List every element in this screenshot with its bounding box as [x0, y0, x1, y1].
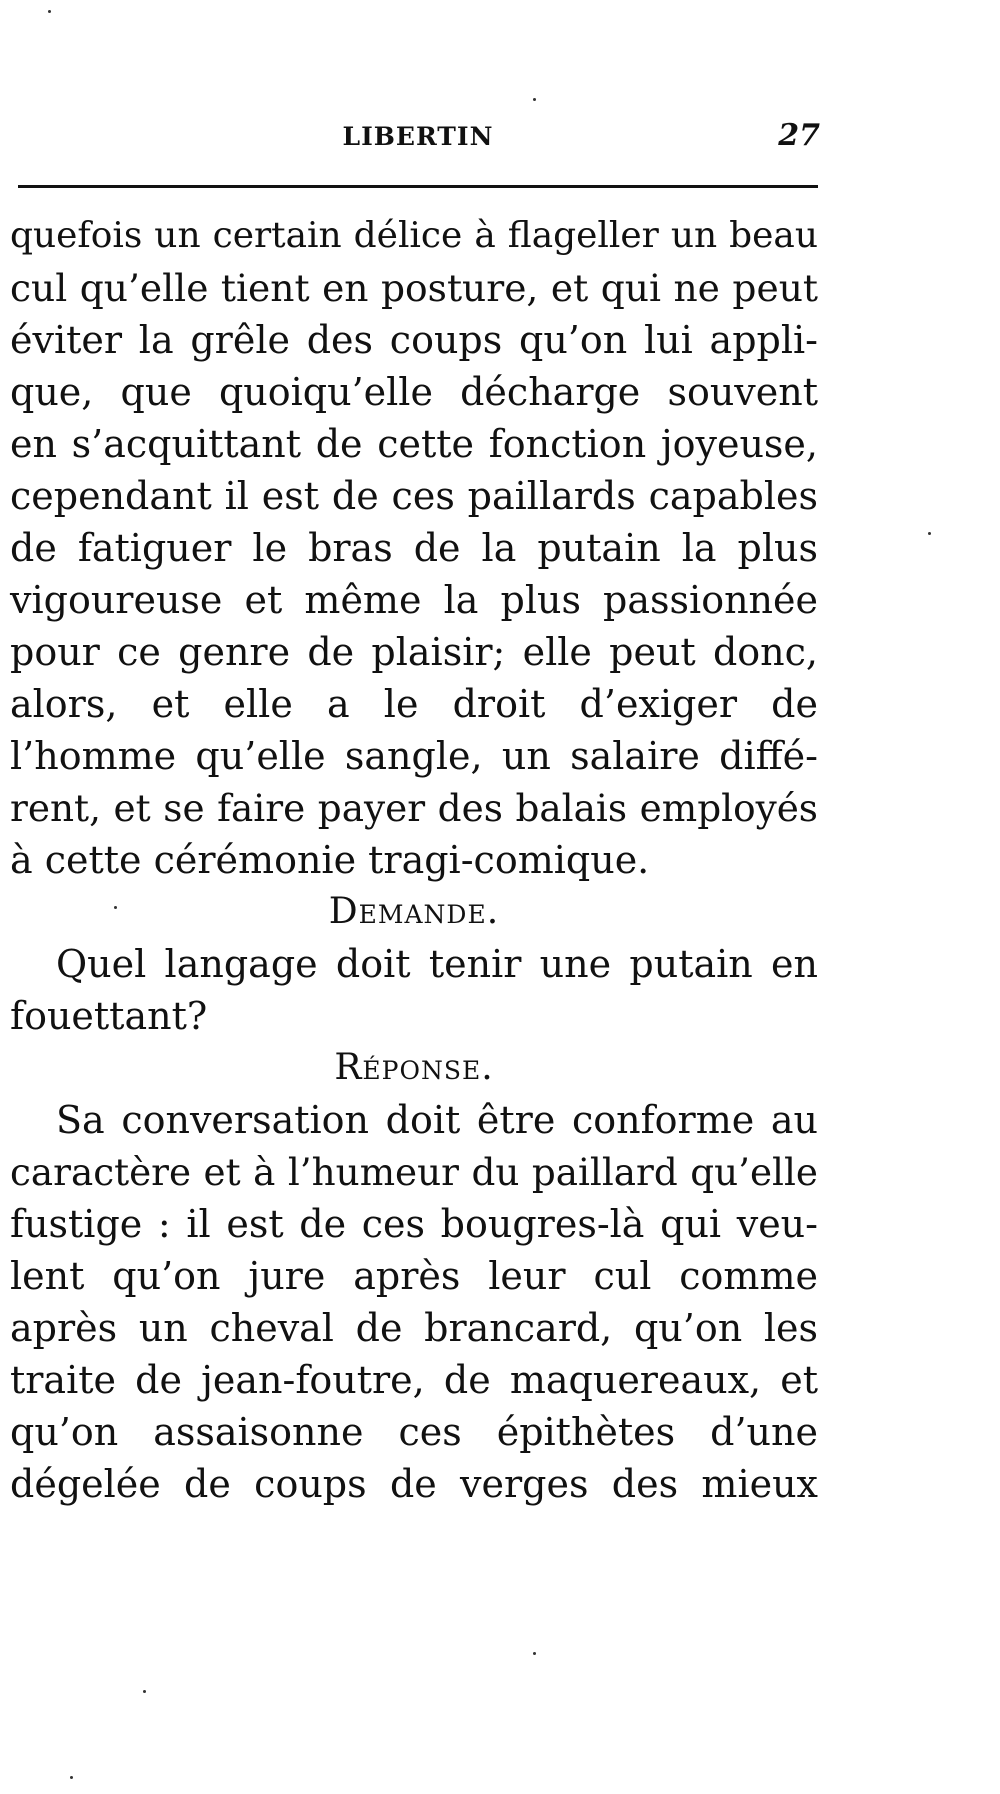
scan-speck — [70, 1776, 73, 1779]
scan-speck — [143, 1690, 146, 1693]
text-line: après un cheval de brancard, qu’on les — [10, 1306, 818, 1350]
page-text — [10, 210, 818, 1510]
text-line: cependant il est de ces paillards capables — [10, 474, 818, 518]
text-line: fouettant? — [10, 994, 208, 1038]
text-line: qu’on assaisonne ces épithètes d’une — [10, 1410, 818, 1454]
heading-demande: Demande. — [328, 891, 500, 932]
text-line: rent, et se faire payer des balais employés — [10, 786, 818, 830]
text-line: éviter la grêle des coups qu’on lui appli- — [10, 318, 818, 362]
running-head — [18, 110, 818, 160]
scan-speck — [48, 10, 51, 13]
text-line: caractère et à l’humeur du paillard qu’elle — [10, 1150, 818, 1194]
text-line: dégelée de coups de verges des mieux — [10, 1462, 818, 1506]
text-line: l’homme qu’elle sangle, un salaire diffé- — [10, 734, 818, 778]
text-line: Quel langage doit tenir une putain en — [56, 942, 818, 986]
text-line: quefois un certain délice à flageller un beau — [10, 215, 818, 256]
text-line: de fatiguer le bras de la putain la plus — [10, 526, 818, 570]
paragraph-continued — [10, 210, 818, 886]
text-line: pour ce genre de plaisir; elle peut donc, — [10, 630, 818, 674]
header-rule — [18, 185, 818, 188]
text-line: Sa conversation doit être conforme au — [56, 1098, 818, 1142]
text-line: traite de jean-foutre, de maquereaux, et — [10, 1358, 818, 1402]
text-line: en s’acquittant de cette fonction joyeuse, — [10, 422, 818, 466]
scan-speck — [533, 1652, 536, 1655]
text-line: fustige : il est de ces bougres-là qui veu- — [10, 1202, 818, 1246]
heading-reponse: Réponse. — [334, 1047, 494, 1088]
running-title: LIBERTIN — [342, 122, 494, 151]
page-number: 27 — [778, 118, 820, 153]
text-line: vigoureuse et même la plus passionnée — [10, 578, 818, 622]
text-line: que, que quoiqu’elle décharge souvent — [10, 370, 818, 414]
text-line: lent qu’on jure après leur cul comme — [10, 1254, 818, 1298]
paragraph-question — [10, 938, 818, 1042]
text-line: cul qu’elle tient en posture, et qui ne peut — [10, 266, 818, 310]
text-line: à cette cérémonie tragi-comique. — [10, 838, 650, 882]
scan-speck — [533, 98, 536, 101]
scan-speck — [114, 906, 117, 909]
paragraph-answer — [10, 1094, 818, 1510]
scan-speck — [928, 532, 931, 535]
text-line: alors, et elle a le droit d’exiger de — [10, 682, 818, 726]
